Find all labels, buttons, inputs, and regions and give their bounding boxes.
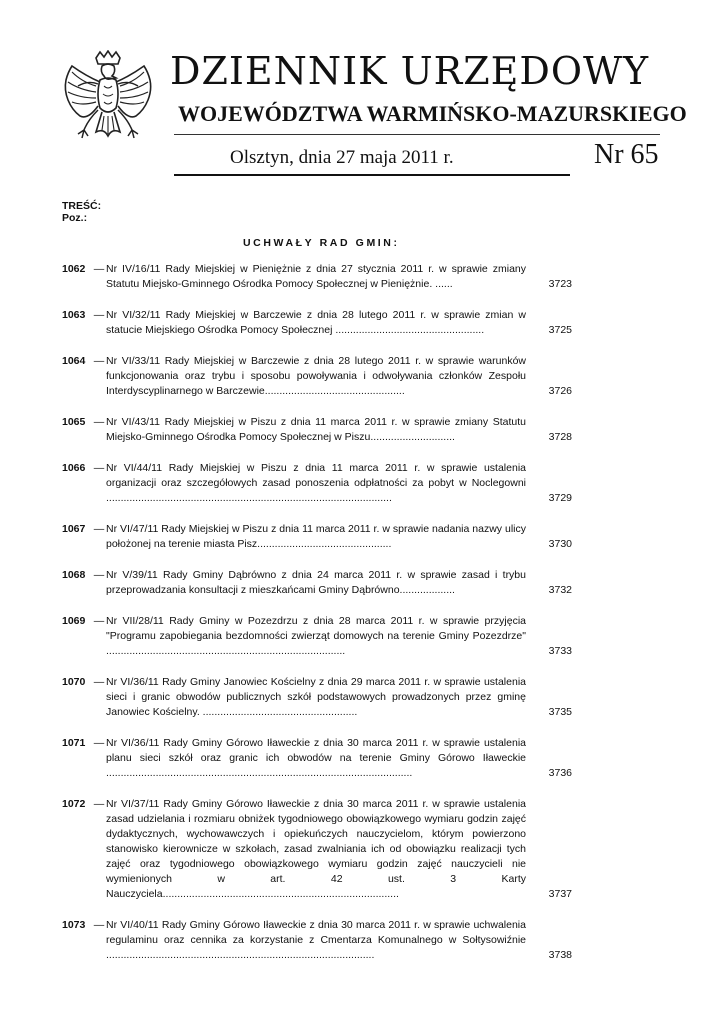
entry-page-number: 3728 [548, 431, 572, 443]
entry-description: Nr VI/44/11 Rady Miejskiej w Piszu z dnia 11 marca 2011 r. w sprawie ustalenia organizacji oraz szczegółowych zasad ponoszenia odpłatności za pobyt w Noclegowni .................................................................................................. [106, 462, 526, 504]
entry-description: Nr VI/33/11 Rady Miejskiej w Barczewie z dnia 28 lutego 2011 r. w sprawie warunków funkcjonowania oraz trybu i sposobu powoływania i odwoływania członków Zespołu Interdyscyplinarnego w Barczewie................................................ [106, 355, 526, 397]
entry-description: Nr VI/47/11 Rady Miejskiej w Piszu z dnia 11 marca 2011 r. w sprawie nadania nazwy ulicy położonej na terenie miasta Pisz.............................................. [106, 523, 526, 550]
list-item [62, 522, 582, 552]
entry-description: Nr VII/28/11 Rady Gminy w Pozezdrzu z dnia 28 marca 2011 r. w sprawie przyjęcia "Programu zapobiegania bezdomności zwierząt domowych na terenie Gminy Pozezdrze" .................................................................................. [106, 615, 526, 657]
entry-description: Nr IV/16/11 Rady Miejskiej w Pieniężnie z dnia 27 stycznia 2011 r. w sprawie zmiany Statutu Miejsko-Gminnego Ośrodka Pomocy Społecznej w Pieniężnie. ...... [106, 263, 526, 290]
entry-dash: — [93, 676, 105, 688]
entry-number: 1069 [62, 615, 86, 627]
list-item [62, 354, 582, 399]
list-item [62, 614, 582, 659]
list-item [62, 736, 582, 781]
entry-dash: — [93, 309, 105, 321]
entry-dash: — [93, 263, 105, 275]
entry-dash: — [93, 798, 105, 810]
entry-page-number: 3725 [548, 324, 572, 336]
entry-description: Nr VI/36/11 Rady Gminy Górowo Iławeckie z dnia 30 marca 2011 r. w sprawie ustalenia planu sieci szkół oraz granic ich obwodów na terenie Gminy Górowo Iławeckie ......................................................................................................... [106, 737, 526, 779]
entry-description: Nr VI/36/11 Rady Gminy Janowiec Kościelny z dnia 29 marca 2011 r. w sprawie ustalenia sieci i granic obwodów publicznych szkół podstawowych prowadzonych przez gminę Janowiec Kościelny. ..................................................... [106, 676, 526, 718]
entry-dash: — [93, 919, 105, 931]
list-item [62, 262, 582, 292]
issue-number: Nr 65 [594, 139, 659, 170]
list-item [62, 675, 582, 720]
entry-number: 1062 [62, 263, 86, 275]
list-item [62, 797, 582, 902]
entry-number: 1070 [62, 676, 86, 688]
list-item [62, 568, 582, 598]
entry-dash: — [93, 737, 105, 749]
list-item [62, 461, 582, 506]
entry-dash: — [93, 416, 105, 428]
entry-page-number: 3738 [548, 949, 572, 961]
section-title: UCHWAŁY RAD GMIN: [243, 237, 400, 249]
entry-description: Nr VI/43/11 Rady Miejskiej w Piszu z dnia 11 marca 2011 r. w sprawie zmiany Statutu Miejsko-Gminnego Ośrodka Pomocy Społecznej w Piszu............................. [106, 416, 526, 443]
entry-number: 1067 [62, 523, 86, 535]
header-underline [174, 174, 570, 176]
list-item [62, 415, 582, 445]
entry-dash: — [93, 462, 105, 474]
entry-number: 1066 [62, 462, 86, 474]
entry-description: Nr V/39/11 Rady Gminy Dąbrówno z dnia 24 marca 2011 r. w sprawie zasad i trybu przeprowadzania konsultacji z mieszkańcami Gminy Dąbrówno................... [106, 569, 526, 596]
entry-page-number: 3737 [548, 888, 572, 900]
entry-page-number: 3730 [548, 538, 572, 550]
entry-dash: — [93, 355, 105, 367]
issue-place-date: Olsztyn, dnia 27 maja 2011 r. [230, 147, 454, 168]
header-divider [174, 134, 660, 135]
contents-list [62, 262, 582, 979]
entry-number: 1063 [62, 309, 86, 321]
polish-eagle-emblem-icon [58, 50, 158, 158]
entry-description: Nr VI/37/11 Rady Gminy Górowo Iławeckie z dnia 30 marca 2011 r. w sprawie ustalenia zasad udzielania i rozmiaru obniżek tygodniowego obowiązkowego wymiaru godzin zajęć dydaktycznych, wychowawczych i opiekuńczych nauczycielom, którym powierzono stanowisko kierownicze w szkołach, zasad zwalniania ich od obowiązku realizacji tych zajęć oraz tygodniowego obowiązkowego wymiaru godzin zajęć nauczycieli nie wymienionych w art. 42 ust. 3 Karty Nauczyciela................................................................................. [106, 798, 526, 900]
entry-number: 1073 [62, 919, 86, 931]
publication-subtitle: WOJEWÓDZTWA WARMIŃSKO-MAZURSKIEGO [178, 101, 687, 126]
position-label: Poz.: [62, 212, 88, 224]
entry-number: 1071 [62, 737, 86, 749]
entry-page-number: 3736 [548, 767, 572, 779]
entry-page-number: 3735 [548, 706, 572, 718]
entry-number: 1065 [62, 416, 86, 428]
entry-number: 1068 [62, 569, 86, 581]
contents-heading: TREŚĆ: [62, 200, 102, 212]
entry-dash: — [93, 569, 105, 581]
entry-page-number: 3729 [548, 492, 572, 504]
entry-number: 1072 [62, 798, 86, 810]
entry-description: Nr VI/40/11 Rady Gminy Górowo Iławeckie z dnia 30 marca 2011 r. w sprawie uchwalenia regulaminu oraz cennika za korzystanie z Cmentarza Komunalnego w Sołtysowiźnie ............................................................................................ [106, 919, 526, 961]
entry-dash: — [93, 523, 105, 535]
entry-number: 1064 [62, 355, 86, 367]
entry-description: Nr VI/32/11 Rady Miejskiej w Barczewie z dnia 28 lutego 2011 r. w sprawie zmian w statucie Miejskiego Ośrodka Pomocy Społecznej ................................................... [106, 309, 526, 336]
entry-page-number: 3733 [548, 645, 572, 657]
entry-page-number: 3732 [548, 584, 572, 596]
list-item [62, 308, 582, 338]
entry-page-number: 3723 [548, 278, 572, 290]
entry-dash: — [93, 615, 105, 627]
entry-page-number: 3726 [548, 385, 572, 397]
publication-title: DZIENNIK URZĘDOWY [170, 49, 650, 93]
list-item [62, 918, 582, 963]
